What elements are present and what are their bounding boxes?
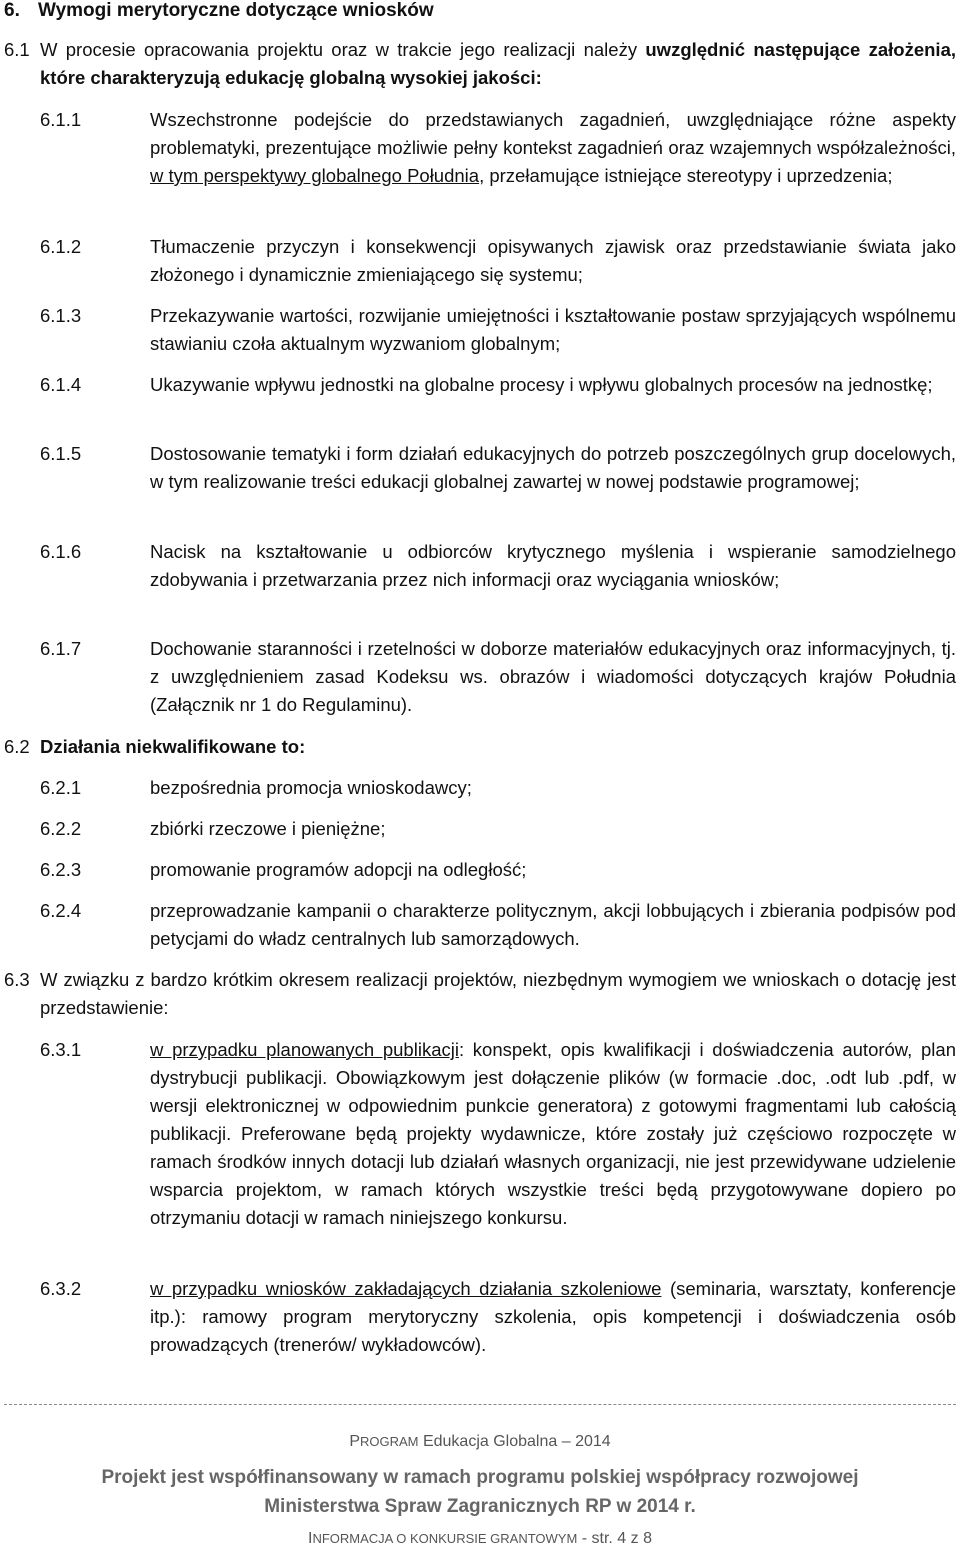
list-item: [40, 1036, 956, 1232]
footer-program-rest: Edukacja Globalna – 2014: [418, 1433, 611, 1450]
paragraph-6-3: [4, 966, 956, 1022]
footer-program: [0, 1428, 960, 1456]
list-item-text: Dostosowanie tematyki i form działań edukacyjnych do potrzeb poszczególnych grup docelowych, w tym realizowanie treści edukacji globalnej zawartej w nowej podstawie programowej;: [150, 443, 956, 492]
list-item-number: 6.3.1: [40, 1039, 82, 1060]
list-item-text: Tłumaczenie przyczyn i konsekwencji opisywanych zjawisk oraz przedstawianie świata jako złożonego i dynamicznie zmieniającego się systemu;: [150, 236, 956, 285]
list-item: [40, 856, 956, 884]
footer-project-line-2: Ministerstwa Spraw Zagranicznych RP w 2014 r.: [264, 1496, 696, 1517]
list-item-number: 6.1.5: [40, 443, 82, 464]
list-item-number: 6.1.2: [40, 236, 82, 257]
list-item: [40, 635, 956, 719]
list-item-text-post: , przełamujące istniejące stereotypy i uprzedzenia;: [479, 165, 893, 186]
paragraph-text-bold: uwzględnić następujące założenia, które charakteryzują edukację globalną wysokiej jakości:: [40, 39, 956, 88]
list-item-number: 6.2.1: [40, 777, 82, 798]
list-item: [40, 233, 956, 289]
list-item-number: 6.3.2: [40, 1278, 82, 1299]
footer-project-note: [0, 1463, 960, 1521]
section-heading-title: Wymogi merytoryczne dotyczące wniosków: [38, 0, 434, 21]
paragraph-6-2: [4, 733, 956, 761]
paragraph-number: 6.1: [4, 39, 30, 60]
list-item-text: Przekazywanie wartości, rozwijanie umiejętności i kształtowanie postaw sprzyjających wspólnemu stawianiu czoła aktualnym wyzwaniom globalnym;: [150, 305, 956, 354]
underlined-phrase: w tym perspektywy globalnego Południa: [150, 165, 480, 186]
footer-divider: [4, 1404, 956, 1405]
list-item-number: 6.2.4: [40, 900, 82, 921]
paragraph-6-1: [4, 36, 956, 92]
paragraph-text: W związku z bardzo krótkim okresem realizacji projektów, niezbędnym wymogiem we wnioskach o dotację jest przedstawienie:: [40, 969, 956, 1018]
section-heading-number: 6.: [4, 0, 20, 21]
footer-info-rest: - str. 4 z 8: [577, 1530, 652, 1547]
list-item: [40, 815, 956, 843]
list-item-text: Ukazywanie wpływu jednostki na globalne procesy i wpływu globalnych procesów na jednostkę;: [150, 374, 933, 395]
list-item: [40, 538, 956, 594]
list-item-text: bezpośrednia promocja wnioskodawcy;: [150, 777, 472, 798]
list-item-text-pre: Wszechstronne podejście do przedstawianych zagadnień, uwzględniające różne aspekty problematyki, prezentujące możliwie pełny kontekst zagadnień oraz wzajemnych współzależności,: [150, 109, 956, 158]
footer-program-cap: P: [349, 1433, 361, 1450]
list-item-number: 6.1.7: [40, 638, 82, 659]
list-item-text: Nacisk na kształtowanie u odbiorców krytycznego myślenia i wspieranie samodzielnego zdobywania i przetwarzania przez nich informacji oraz wyciągania wniosków;: [150, 541, 956, 590]
list-item-text: [150, 1036, 956, 1232]
list-item-number: 6.1.6: [40, 541, 82, 562]
list-item-number: 6.1.1: [40, 109, 82, 130]
list-item: [40, 302, 956, 358]
list-item: [40, 774, 956, 802]
footer-info-small: NFORMACJA O KONKURSIE GRANTOWYM: [312, 1531, 578, 1546]
footer-page-info: [0, 1525, 960, 1553]
list-item-text: promowanie programów adopcji na odległość;: [150, 859, 527, 880]
list-item: [40, 1275, 956, 1359]
list-item-text: Dochowanie staranności i rzetelności w doborze materiałów edukacyjnych oraz informacyjnych, tj. z uwzględnieniem zasad Kodeksu ws. obrazów i wiadomości dotyczących krajów Południa (Załącznik nr 1 do Regulaminu).: [150, 638, 956, 715]
list-item-number: 6.1.3: [40, 305, 82, 326]
list-item-text: zbiórki rzeczowe i pieniężne;: [150, 818, 386, 839]
footer-project-line-1: Projekt jest współfinansowany w ramach programu polskiej współpracy rozwojowej: [101, 1467, 859, 1488]
paragraph-text-plain: W procesie opracowania projektu oraz w trakcie jego realizacji należy: [40, 39, 646, 60]
paragraph-title: Działania niekwalifikowane to:: [40, 736, 306, 757]
list-item-number: 6.2.2: [40, 818, 82, 839]
list-item: [40, 440, 956, 496]
paragraph-number: 6.2: [4, 736, 30, 757]
underlined-phrase: w przypadku planowanych publikacji: [150, 1039, 459, 1060]
list-item-text-post: : konspekt, opis kwalifikacji i doświadczenia autorów, plan dystrybucji publikacji. Obowiązkowym jest dołączenie plików (w formacie .doc, .odt lub .pdf, w wersji elektronicznej w odpowiednim punkcie generatora) z gotowymi fragmentami lub całością publikacji. Preferowane będą projekty wydawnicze, które zostały już częściowo rozpoczęte w ramach środków innych dotacji lub działań własnych organizacji, nie jest przewidywane udzielenie wsparcia projektom, w ramach których wszystkie treści będą przygotowywane dopiero po otrzymaniu dotacji w ramach niniejszego konkursu.: [150, 1039, 956, 1228]
list-item-text: [150, 1275, 956, 1359]
list-item-text-post: (seminaria, warsztaty, konferencje itp.): ramowy program merytoryczny szkolenia, opis kompetencji i doświadczenia osób prowadzących (trenerów/ wykładowców).: [150, 1278, 956, 1355]
list-item-number: 6.2.3: [40, 859, 82, 880]
paragraph-number: 6.3: [4, 969, 30, 990]
section-heading: [4, 0, 434, 25]
list-item: [40, 106, 956, 190]
footer-program-small: ROGRAM: [360, 1434, 419, 1449]
paragraph-text: [40, 36, 956, 92]
list-item: [40, 897, 956, 953]
footer-info-cap: I: [308, 1530, 313, 1547]
list-item-number: 6.1.4: [40, 374, 82, 395]
underlined-phrase: w przypadku wniosków zakładających działania szkoleniowe: [150, 1278, 662, 1299]
list-item-text: przeprowadzanie kampanii o charakterze politycznym, akcji lobbujących i zbierania podpisów pod petycjami do władz centralnych lub samorządowych.: [150, 900, 956, 949]
list-item-text: [150, 106, 956, 190]
list-item: [40, 371, 956, 399]
